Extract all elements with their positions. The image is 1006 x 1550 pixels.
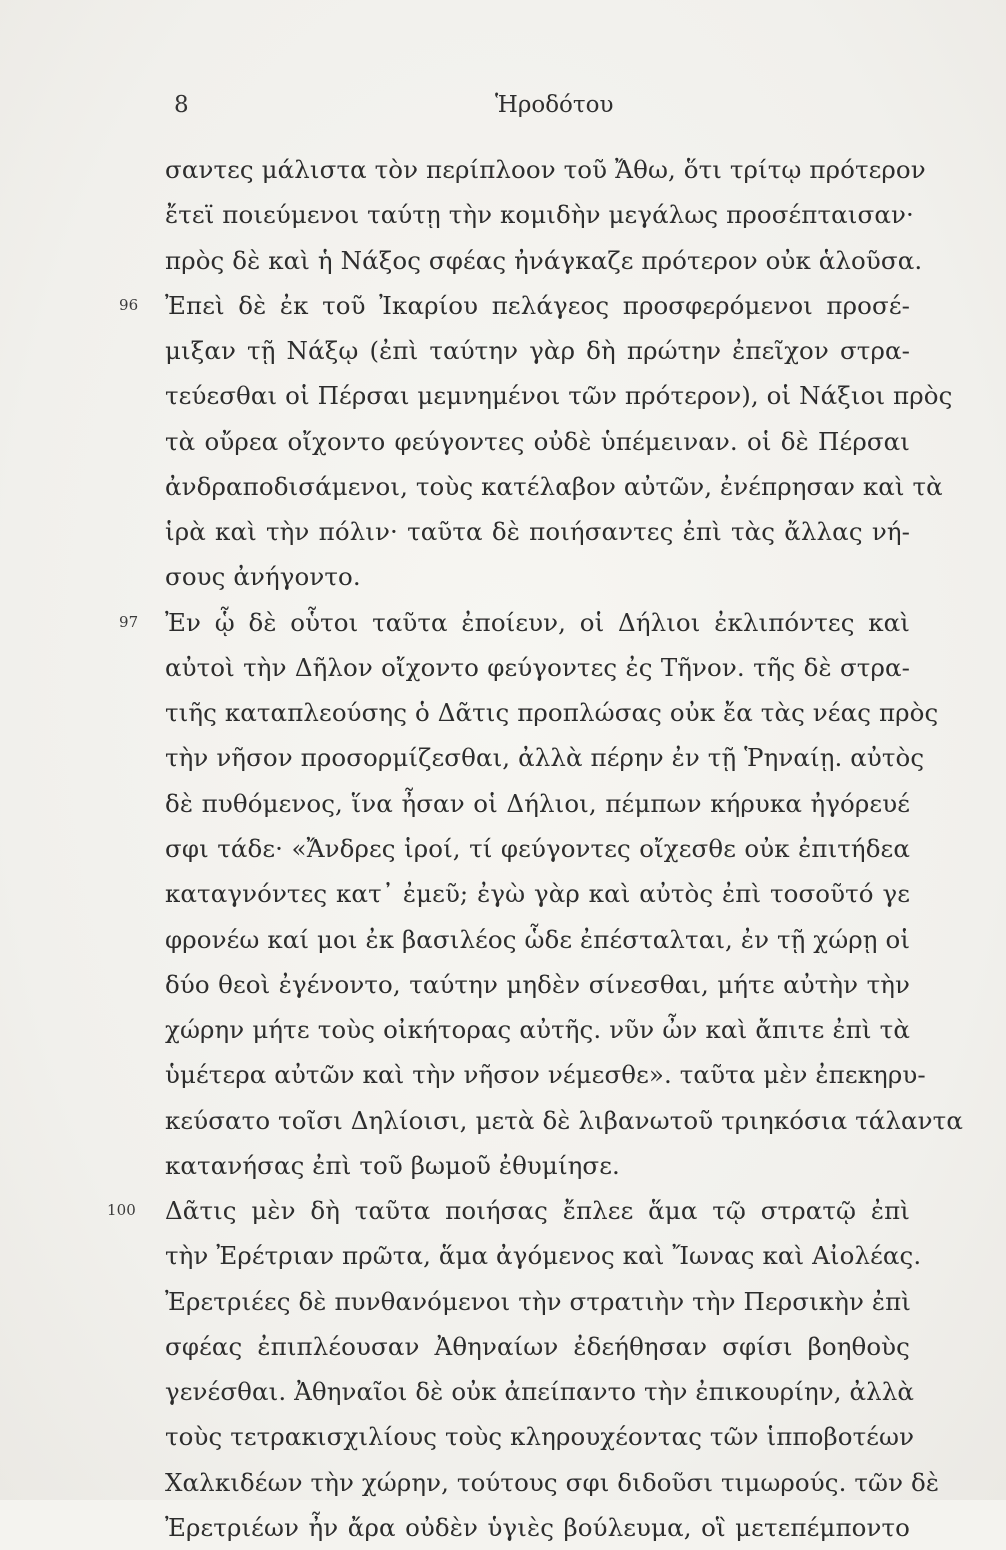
text-line: [165, 690, 939, 735]
text-line: [165, 1505, 910, 1550]
line-text: Χαλκιδέων τὴν χώρην, τούτους σφι διδοῦσι τιμωρούς. τῶν δὲ: [165, 1467, 940, 1497]
text-line: [165, 645, 910, 690]
body-text: [107, 147, 963, 1550]
text-line: [165, 1052, 926, 1097]
line-text: κεύσατο τοῖσι Δηλίοισι, μετὰ δὲ λιβανωτοῦ τριηκόσια τάλαντα: [165, 1105, 963, 1135]
text-line: [165, 419, 910, 464]
running-title: Ἡροδότου: [495, 92, 614, 118]
text-line: [165, 1279, 910, 1324]
line-text: τὰ οὔρεα οἴχοντο φεύγοντες οὐδὲ ὑπέμειναν. οἱ δὲ Πέρσαι: [165, 426, 910, 456]
text-line: [165, 192, 914, 237]
line-text: πρὸς δὲ καὶ ἡ Νάξος σφέας ἠνάγκαζε πρότερον οὐκ ἁλοῦσα.: [165, 245, 923, 275]
text-line: [165, 917, 910, 962]
text-line: [165, 1098, 963, 1143]
text-line: [119, 600, 910, 645]
text-line: [165, 509, 910, 554]
text-line: [165, 147, 926, 192]
line-text: τὴν νῆσον προσορμίζεσθαι, ἀλλὰ πέρην ἐν τῇ Ῥηναίῃ. αὐτὸς: [165, 743, 925, 773]
line-text: Δᾶτις μὲν δὴ ταῦτα ποιήσας ἔπλεε ἅμα τῷ στρατῷ ἐπὶ: [165, 1196, 910, 1226]
text-line: [165, 871, 910, 916]
text-line: [165, 1324, 910, 1369]
line-text: τοὺς τετρακισχιλίους τοὺς κληρουχέοντας τῶν ἱπποβοτέων: [165, 1422, 915, 1452]
line-text: αὐτοὶ τὴν Δῆλον οἴχοντο φεύγοντες ἐς Τῆνον. τῆς δὲ στρα-: [165, 652, 910, 682]
text-line: [165, 1369, 915, 1414]
line-text: ὑμέτερα αὐτῶν καὶ τὴν νῆσον νέμεσθε». ταῦτα μὲν ἐπεκηρυ-: [165, 1060, 926, 1090]
text-line: [165, 1233, 922, 1278]
line-text: τιῆς καταπλεούσης ὁ Δᾶτις προπλώσας οὐκ ἔα τὰς νέας πρὸς: [165, 698, 939, 728]
line-text: σους ἀνήγοντο.: [165, 562, 361, 592]
chapter-number: 96: [119, 295, 139, 314]
line-text: Ἐρετριέων ἦν ἄρα οὐδὲν ὑγιὲς βούλευμα, οἳ μετεπέμποντο: [165, 1512, 910, 1542]
line-text: κατανήσας ἐπὶ τοῦ βωμοῦ ἐθυμίησε.: [165, 1150, 620, 1180]
line-text: Ἐν ᾧ δὲ οὗτοι ταῦτα ἐποίευν, οἱ Δήλιοι ἐκλιπόντες καὶ: [165, 607, 910, 637]
line-text: ἀνδραποδισάμενοι, τοὺς κατέλαβον αὐτῶν, ἐνέπρησαν καὶ τὰ: [165, 471, 943, 501]
line-text: Ἐπεὶ δὲ ἐκ τοῦ Ἰκαρίου πελάγεος προσφερόμενοι προσέ-: [165, 290, 910, 320]
text-line: [165, 238, 923, 283]
text-line: [119, 283, 910, 328]
chapter-number: 100: [107, 1201, 136, 1220]
line-text: σφέας ἐπιπλέουσαν Ἀθηναίων ἐδεήθησαν σφίσι βοηθοὺς: [165, 1331, 910, 1361]
line-text: δύο θεοὶ ἐγένοντο, ταύτην μηδὲν σίνεσθαι, μήτε αὐτὴν τὴν: [165, 969, 910, 999]
page-header: [0, 92, 1006, 132]
text-line: [165, 373, 953, 418]
line-text: καταγνόντες κατ᾽ ἐμεῦ; ἐγὼ γὰρ καὶ αὐτὸς ἐπὶ τοσοῦτό γε: [165, 879, 910, 909]
text-line: [165, 735, 925, 780]
text-line: [165, 1007, 910, 1052]
text-line: [165, 962, 910, 1007]
line-text: Ἐρετριέες δὲ πυνθανόμενοι τὴν στρατιὴν τὴν Περσικὴν ἐπὶ: [165, 1286, 912, 1316]
text-line: [165, 1460, 940, 1505]
line-text: μιξαν τῇ Νάξῳ (ἐπὶ ταύτην γὰρ δὴ πρώτην ἐπεῖχον στρα-: [165, 336, 910, 366]
line-text: ἔτεϊ ποιεύμενοι ταύτῃ τὴν κομιδὴν μεγάλως προσέπταισαν·: [165, 200, 914, 230]
text-line: [165, 328, 910, 373]
line-text: χώρην μήτε τοὺς οἰκήτορας αὐτῆς. νῦν ὦν καὶ ἄπιτε ἐπὶ τὰ: [165, 1015, 910, 1045]
line-text: τὴν Ἐρέτριαν πρῶτα, ἅμα ἀγόμενος καὶ Ἴωνας καὶ Αἰολέας.: [165, 1241, 922, 1271]
page-number: 8: [174, 92, 189, 118]
text-line: [165, 1414, 915, 1459]
line-text: γενέσθαι. Ἀθηναῖοι δὲ οὐκ ἀπείπαντο τὴν ἐπικουρίην, ἀλλὰ: [165, 1377, 915, 1407]
text-line: [165, 781, 910, 826]
line-text: δὲ πυθόμενος, ἵνα ἦσαν οἱ Δήλιοι, πέμπων κήρυκα ἠγόρευέ: [165, 788, 910, 818]
chapter-number: 97: [119, 612, 139, 631]
text-line: [107, 1188, 910, 1233]
text-line: [165, 464, 943, 509]
line-text: σφι τάδε· «Ἄνδρες ἱροί, τί φεύγοντες οἴχεσθε οὐκ ἐπιτήδεα: [165, 833, 910, 863]
line-text: σαντες μάλιστα τὸν περίπλοον τοῦ Ἄθω, ὅτι τρίτῳ πρότερον: [165, 155, 926, 184]
text-line: [165, 1143, 910, 1188]
line-text: φρονέω καί μοι ἐκ βασιλέος ὧδε ἐπέσταλται, ἐν τῇ χώρῃ οἱ: [165, 924, 911, 954]
text-line: [165, 554, 910, 599]
line-text: τεύεσθαι οἱ Πέρσαι μεμνημένοι τῶν πρότερον), οἱ Νάξιοι πρὸς: [165, 381, 953, 411]
line-text: ἱρὰ καὶ τὴν πόλιν· ταῦτα δὲ ποιήσαντες ἐπὶ τὰς ἄλλας νή-: [165, 517, 910, 547]
text-line: [165, 826, 910, 871]
